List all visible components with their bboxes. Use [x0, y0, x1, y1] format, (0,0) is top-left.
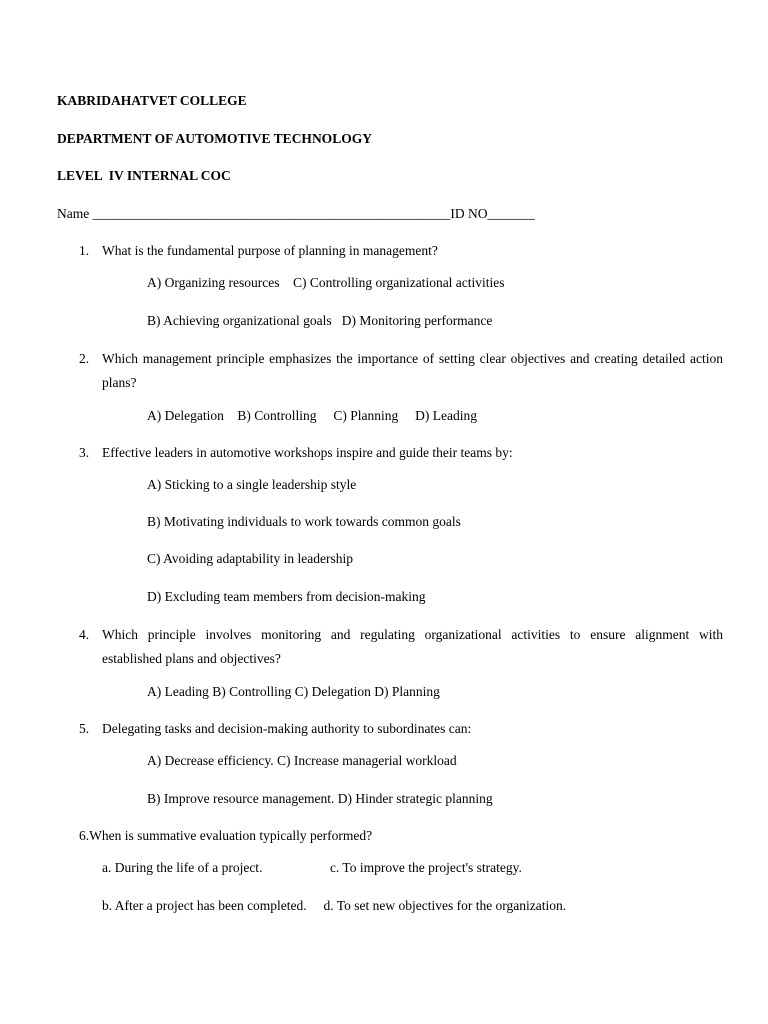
question-text: Delegating tasks and decision-making authority to subordinates can: [102, 721, 472, 736]
option-line: B) Achieving organizational goals D) Monitoring performance [147, 313, 493, 328]
level-title: LEVEL IV INTERNAL COC [57, 168, 231, 183]
option-line: A) Leading B) Controlling C) Delegation D) Planning [147, 684, 440, 699]
option-line: A) Organizing resources C) Controlling organizational activities [147, 275, 505, 290]
question-number: 4. [79, 627, 90, 642]
question-text: Effective leaders in automotive workshops inspire and guide their teams by: [102, 445, 513, 460]
question-text-continued: plans? [102, 375, 137, 390]
department-title: DEPARTMENT OF AUTOMOTIVE TECHNOLOGY [57, 131, 372, 146]
college-title: KABRIDAHATVET COLLEGE [57, 93, 247, 108]
question-text: 6.When is summative evaluation typically performed? [79, 828, 373, 843]
question-number: 5. [79, 721, 90, 736]
option-line: A) Delegation B) Controlling C) Planning D) Leading [147, 408, 477, 423]
option-line: b. After a project has been completed. d. To set new objectives for the organization. [102, 898, 567, 913]
question-number: 2. [79, 351, 90, 366]
option-line: B) Improve resource management. D) Hinder strategic planning [147, 791, 493, 806]
name-id-line: Name _____________________________________________________ID NO_______ [57, 206, 535, 221]
option-line: D) Excluding team members from decision-making [147, 589, 426, 604]
question-text: What is the fundamental purpose of planning in management? [102, 243, 438, 258]
option-line: A) Sticking to a single leadership style [147, 477, 357, 492]
option-line: C) Avoiding adaptability in leadership [147, 551, 353, 566]
question-text: Which management principle emphasizes the importance of setting clear objectives and creating detailed action [102, 351, 723, 366]
question-number: 1. [79, 243, 90, 258]
option-line: B) Motivating individuals to work towards common goals [147, 514, 461, 529]
question-text-continued: established plans and objectives? [102, 651, 281, 666]
option-line: A) Decrease efficiency. C) Increase managerial workload [147, 753, 457, 768]
option-line: a. During the life of a project. c. To improve the project's strategy. [102, 860, 522, 875]
question-text: Which principle involves monitoring and regulating organizational activities to ensure alignment with [102, 627, 723, 642]
question-number: 3. [79, 445, 90, 460]
